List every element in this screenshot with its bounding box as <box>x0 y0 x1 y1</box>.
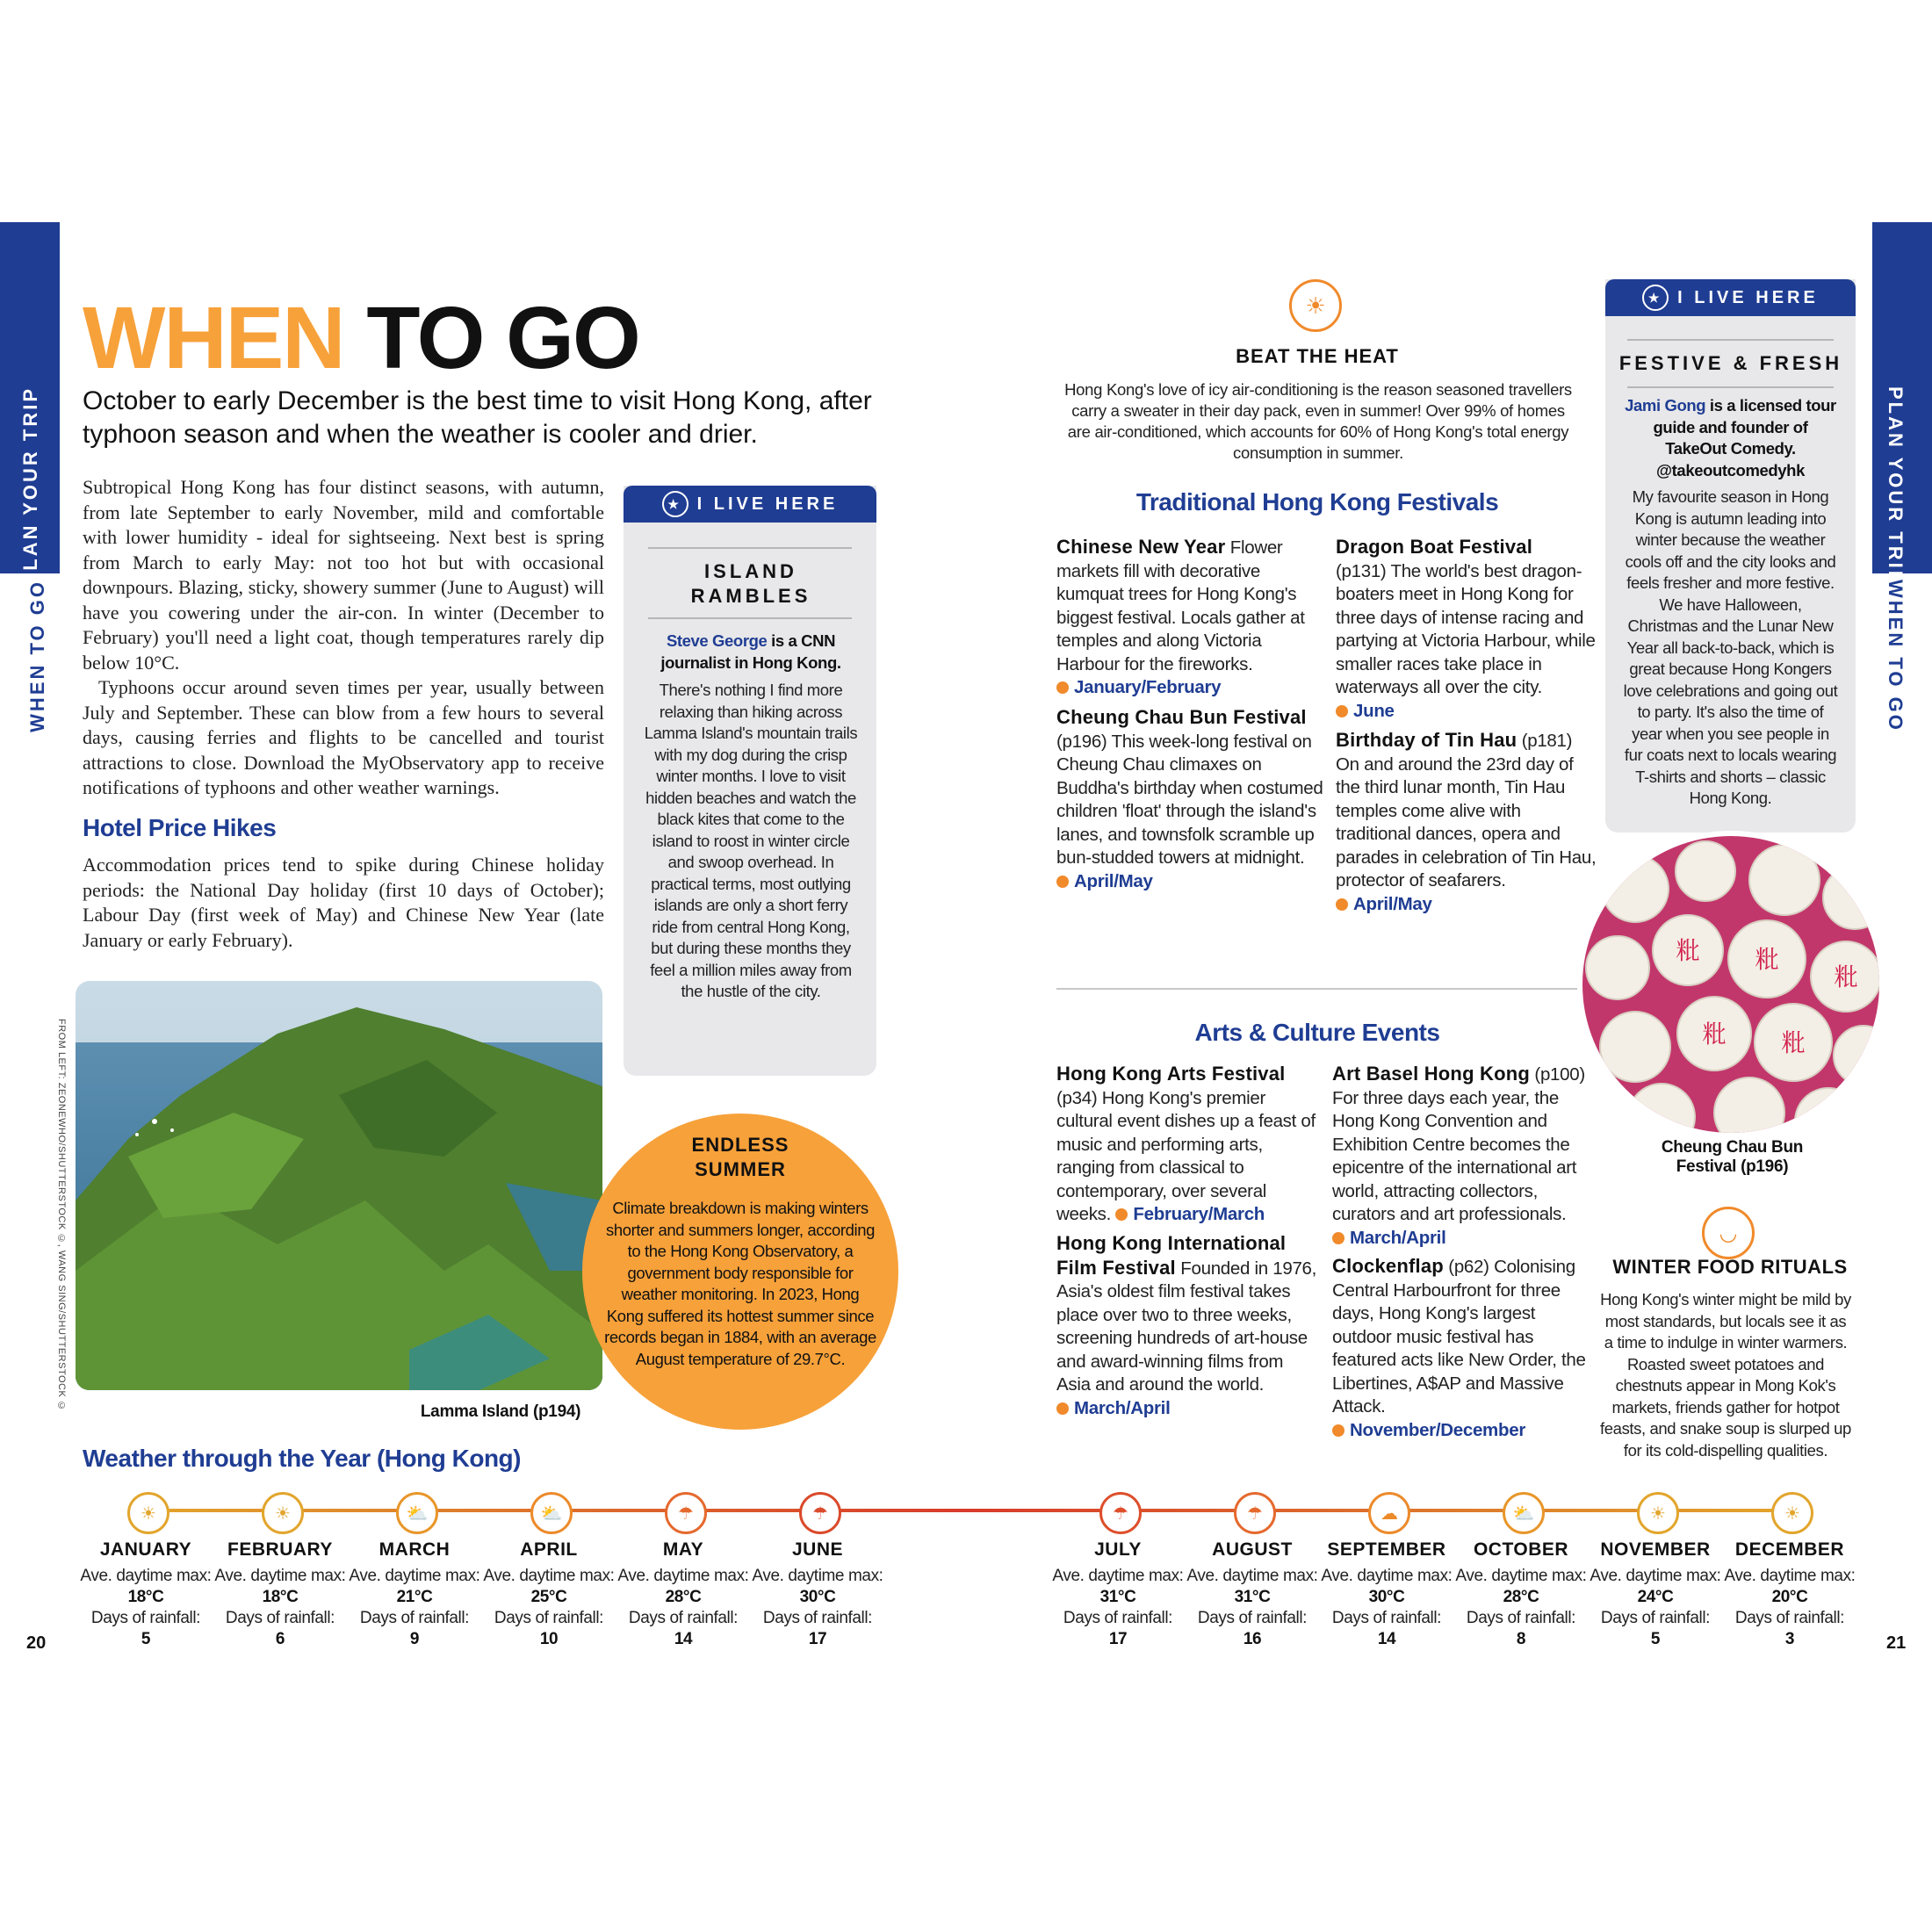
event-name: Art Basel Hong Kong <box>1332 1063 1531 1085</box>
event-when-text: March/April <box>1074 1397 1171 1418</box>
month-name: JUNE <box>791 1539 844 1560</box>
beat-heat-text: Hong Kong's love of icy air-conditioning is the reason seasoned travellers carry a sweater in their day pack, even in summer! Over 99% of homes are air-conditioned, which accounts for 60% of Hong Kong's total energy consumption in summer. <box>1064 380 1572 462</box>
temp-label: Ave. daytime max: <box>1052 1567 1184 1585</box>
clock-icon <box>1332 1424 1344 1437</box>
temp-value: 25°C <box>530 1588 567 1606</box>
beat-heat-title: BEAT THE HEAT <box>1236 345 1399 367</box>
event-text: Colonising Central Harbourfront for three days, Hong Kong's largest outdoor music festival has featured acts like New Order, the Libertines, A$AP and Massive Attack. <box>1332 1257 1586 1417</box>
weather-heading: Weather through the Year (Hong Kong) <box>83 1445 521 1472</box>
rain-label: Days of rainfall: <box>1197 1609 1308 1627</box>
rain-value: 14 <box>1377 1630 1396 1648</box>
live-here-header-2 <box>1605 279 1856 316</box>
festival-when-text: January/February <box>1074 677 1222 697</box>
event-text: For three days each year, the Hong Kong Convention and Exhibition Centre becomes the epicentre of the international art world, attracting collectors, curators and art professionals. <box>1332 1087 1577 1224</box>
title-to-go: TO GO <box>366 289 639 387</box>
temp-value: 28°C <box>1503 1588 1539 1606</box>
temp-label: Ave. daytime max: <box>1321 1567 1453 1585</box>
festival-when <box>1336 700 1599 724</box>
month-name: AUGUST <box>1212 1539 1293 1560</box>
rain-label: Days of rainfall: <box>1063 1609 1173 1627</box>
weather-month-september <box>1321 1539 1453 1650</box>
month-name: JANUARY <box>99 1539 192 1560</box>
intro-paragraph-1: Subtropical Hong Kong has four distinct seasons, with autumn, from late September to early November, mild and comfortable with lower humidity - ideal for sightseeing. Next best is spring from March to early May: not too hot but with occasional downpours. Blazing, sticky, showery summer (June to August) will have you cowering under the air-con. In winter (December to February) you'll need a light coat, though temperatures rarely dip below 10°C. <box>83 476 604 674</box>
lamma-caption: Lamma Island (p194) <box>420 1402 581 1421</box>
festival-tin-hau <box>1336 729 1599 916</box>
page-number-right: 21 <box>1886 1633 1907 1653</box>
right-tab-plan-label: PLAN YOUR TRIP <box>1885 386 1907 587</box>
rain-icon: ☂ <box>1234 1492 1276 1534</box>
festival-when-text: April/May <box>1074 870 1153 891</box>
bun-caption: Cheung Chau Bun Festival (p196) <box>1661 1138 1804 1176</box>
festival-name: Chinese New Year <box>1056 536 1226 558</box>
rain-value: 14 <box>674 1630 693 1648</box>
person-badge-icon: ★ <box>662 491 688 517</box>
rain-label: Days of rainfall: <box>1600 1609 1711 1627</box>
temp-label: Ave. daytime max: <box>80 1567 212 1585</box>
temp-value: 18°C <box>262 1588 299 1606</box>
festival-text: Flower markets fill with decorative kumquat trees for Hong Kong's biggest festival. Locals gather at temples and along Victoria Harbour for the fireworks. <box>1056 537 1305 674</box>
rain-value: 5 <box>141 1630 151 1648</box>
sun-icon: ☀ <box>127 1492 169 1534</box>
page-number-left: 20 <box>26 1633 47 1653</box>
temp-label: Ave. daytime max: <box>1590 1567 1721 1585</box>
arts-film-festival <box>1056 1232 1320 1420</box>
box-divider-top <box>1627 339 1834 341</box>
island-rambles-title: ISLAND RAMBLES <box>690 560 811 607</box>
photo-credit: FROM LEFT: ZEONEWHO/SHUTTERSTOCK ©, WANG SING/SHUTTERSTOCK © <box>56 1019 67 1412</box>
page-title <box>83 289 639 387</box>
sun-icon: ☀ <box>262 1492 304 1534</box>
rain-value: 6 <box>275 1630 285 1648</box>
rain-label: Days of rainfall: <box>1734 1609 1845 1627</box>
clock-icon <box>1056 1402 1069 1415</box>
festival-when <box>1056 676 1320 700</box>
festivals-heading: Traditional Hong Kong Festivals <box>1135 488 1499 515</box>
festival-ref: (p181) <box>1517 731 1573 751</box>
lead-paragraph: October to early December is the best time to visit Hong Kong, after typhoon season and when the weather is cooler and drier. <box>83 386 872 449</box>
festival-text: On and around the 23rd day of the third lunar month, Tin Hau temples come alive with traditional dances, opera and parades in celebration of Tin Hau, protector of seafarers. <box>1336 753 1597 890</box>
box-divider-bottom <box>1627 386 1834 388</box>
bun-festival-photo <box>1577 831 1885 1138</box>
endless-summer-text: Climate breakdown is making winters shorter and summers longer, according to the Hong Kong Observatory, a government body responsible for weather monitoring. In 2023, Hong Kong suffered its hottest summer since records began in 1884, with an average August temperature of 29.7°C. <box>604 1199 876 1368</box>
live-here-label-2: I LIVE HERE <box>1677 287 1819 307</box>
intro-text <box>83 475 604 801</box>
month-name: MARCH <box>378 1539 451 1560</box>
event-when-text: March/April <box>1350 1227 1446 1248</box>
rain-label: Days of rainfall: <box>762 1609 873 1627</box>
bowl-icon: ◡ <box>1702 1207 1755 1259</box>
festival-text: (p196) This week-long festival on Cheung Chau climaxes on Buddha's birthday when costumed children 'float' through the island's lanes, and townsfolk scramble up bun-studded towers at midnight. <box>1056 731 1323 868</box>
left-tab-when-label: WHEN TO GO <box>26 580 48 732</box>
rain-label: Days of rainfall: <box>628 1609 739 1627</box>
svg-text:粃: 粃 <box>1701 1020 1727 1049</box>
month-name: NOVEMBER <box>1600 1539 1711 1560</box>
temp-label: Ave. daytime max: <box>483 1567 615 1585</box>
rain-value: 3 <box>1784 1630 1795 1648</box>
rain-value: 10 <box>539 1630 559 1648</box>
box-divider-top <box>648 547 852 549</box>
hotel-heading: Hotel Price Hikes <box>83 814 277 841</box>
rain-value: 9 <box>409 1630 420 1648</box>
temp-label: Ave. daytime max: <box>214 1567 346 1585</box>
event-name: Hong Kong Arts Festival <box>1056 1063 1286 1085</box>
event-name: Clockenflap <box>1332 1255 1444 1277</box>
live-here-header-1 <box>624 486 876 523</box>
clock-icon <box>1336 898 1348 911</box>
festival-dragon-boat <box>1336 536 1599 723</box>
clock-icon <box>1056 681 1069 694</box>
rain-label: Days of rainfall: <box>225 1609 335 1627</box>
bun-tower-image <box>1582 836 1885 1138</box>
festival-when-text: April/May <box>1353 893 1432 914</box>
weather-month-january <box>80 1539 212 1650</box>
weather-month-april <box>483 1539 615 1650</box>
live-here-label-1: I LIVE HERE <box>696 494 839 514</box>
cloud-sun-icon: ⛅ <box>530 1492 573 1534</box>
intro-paragraph-2: Typhoons occur around seven times per year, usually between July and September. These can blow from a few hours to several days, causing ferries and flights to be cancelled and tourist attractions to close. Download the MyObservatory app to receive notifications of typhoons and other weather warnings. <box>83 676 604 798</box>
month-name: APRIL <box>520 1539 578 1560</box>
arts-hk-arts-festival <box>1056 1063 1320 1227</box>
temp-label: Ave. daytime max: <box>752 1567 883 1585</box>
hotel-text: Accommodation prices tend to spike during Chinese holiday periods: the National Day holiday (first 10 days of October); Labour Day (first week of May) and Chinese New Year (late January or early February). <box>83 854 604 951</box>
temp-label: Ave. daytime max: <box>1455 1567 1587 1585</box>
svg-text:粃: 粃 <box>1754 945 1780 974</box>
event-text: (p34) Hong Kong's premier cultural event dishes up a feast of music and performing arts, ranging from classical to contemporary, over several weeks. <box>1056 1087 1316 1224</box>
temp-label: Ave. daytime max: <box>1724 1567 1856 1585</box>
weather-month-july <box>1052 1539 1184 1650</box>
month-name: FEBRUARY <box>227 1539 333 1560</box>
lamma-landscape-image <box>76 981 602 1390</box>
person-name: Steve George <box>666 631 768 650</box>
month-name: SEPTEMBER <box>1327 1539 1446 1560</box>
rain-value: 16 <box>1243 1630 1262 1648</box>
person-badge-icon: ★ <box>1642 285 1669 311</box>
temp-label: Ave. daytime max: <box>617 1567 749 1585</box>
festival-name: Dragon Boat Festival <box>1336 536 1533 558</box>
live-here-text-2: My favourite season in Hong Kong is autumn leading into winter because the weather cools off and the city looks and feels fresher and more festive. We have Halloween, Christmas and the Lunar New Year all back-to-back, which is great because Hong Kongers love celebrations and going out to party. It's also the time of year when you see people in fur coats next to locals wearing T-shirts and shorts – classic Hong Kong. <box>1623 487 1838 807</box>
event-when-text: February/March <box>1133 1204 1265 1224</box>
weather-month-june <box>752 1539 883 1650</box>
temp-value: 21°C <box>396 1588 433 1606</box>
temp-value: 30°C <box>799 1588 836 1606</box>
festival-text: (p131) The world's best dragon-boaters meet in Hong Kong for three days of intense racing and partying at Victoria Harbour, while smaller races take place in waterways all over the city. <box>1336 560 1596 697</box>
temp-value: 24°C <box>1637 1588 1674 1606</box>
live-here-byline-1 <box>641 631 861 674</box>
rain-icon: ☂ <box>1099 1492 1142 1534</box>
month-name: OCTOBER <box>1473 1539 1569 1560</box>
right-tab-when-label: WHEN TO GO <box>1885 580 1907 732</box>
temp-value: 30°C <box>1368 1588 1405 1606</box>
arts-art-basel <box>1332 1063 1587 1250</box>
month-name: MAY <box>662 1539 704 1560</box>
event-when <box>1332 1419 1587 1443</box>
temp-value: 31°C <box>1234 1588 1271 1606</box>
event-ref: (p62) <box>1443 1257 1489 1277</box>
rain-label: Days of rainfall: <box>359 1609 470 1627</box>
event-when-text: November/December <box>1350 1419 1525 1440</box>
rain-value: 8 <box>1516 1630 1526 1648</box>
person-role: is a CNN journalist in Hong Kong. <box>660 631 841 672</box>
weather-month-november <box>1590 1539 1721 1650</box>
rain-value: 17 <box>1108 1630 1128 1648</box>
weather-month-august <box>1186 1539 1318 1650</box>
clock-icon <box>1336 705 1348 717</box>
temp-value: 20°C <box>1771 1588 1808 1606</box>
event-when <box>1111 1204 1265 1224</box>
sun-icon: ☀ <box>1771 1492 1813 1534</box>
svg-text:粃: 粃 <box>1675 936 1701 965</box>
rain-label: Days of rainfall: <box>90 1609 201 1627</box>
lamma-island-photo <box>76 981 602 1390</box>
rain-label: Days of rainfall: <box>494 1609 604 1627</box>
temp-label: Ave. daytime max: <box>349 1567 480 1585</box>
festival-chinese-new-year <box>1056 536 1320 700</box>
cloud-sun-icon: ⛅ <box>1503 1492 1545 1534</box>
event-text: Founded in 1976, Asia's oldest film festival takes place over two to three weeks, screening hundreds of art-house and award-winning films from Asia and around the world. <box>1056 1258 1317 1395</box>
month-name: JULY <box>1094 1539 1142 1560</box>
festival-name: Cheung Chau Bun Festival <box>1056 706 1307 728</box>
endless-summer-title: ENDLESS SUMMER <box>691 1134 789 1180</box>
live-here-text-1: There's nothing I find more relaxing than hiking across Lamma Island's mountain trails with my dog during the crisp winter months. I love to visit hidden beaches and watch the black kites that come to the island to roost in winter circle and swoop overhead. In practical terms, most outlying islands are only a short ferry ride from central Hong Kong, but during these months they feel a million miles away from the hustle of the city. <box>644 681 858 1000</box>
festive-fresh-title: FESTIVE & FRESH <box>1618 352 1843 374</box>
cloud-sun-icon: ⛅ <box>396 1492 438 1534</box>
winter-food-text: Hong Kong's winter might be mild by most standards, but locals see it as a time to indulge in winter warmers. Roasted sweet potatoes and chestnuts appear in Mong Kok's markets, friends gather for hotpot feasts, and snake soup is slurped up for its cold-dispelling qualities. <box>1600 1290 1851 1460</box>
arts-clockenflap <box>1332 1255 1587 1442</box>
clock-icon <box>1056 876 1069 888</box>
temp-label: Ave. daytime max: <box>1186 1567 1318 1585</box>
sun-icon: ☀ <box>1289 279 1342 332</box>
section-divider <box>1056 988 1583 990</box>
temp-value: 18°C <box>127 1588 164 1606</box>
festival-when-text: June <box>1353 700 1395 721</box>
title-when: WHEN <box>83 289 344 387</box>
cloud-rain-icon: ☁ <box>1368 1492 1410 1534</box>
person-name: Jami Gong <box>1625 396 1706 415</box>
weather-month-march <box>349 1539 480 1650</box>
weather-month-may <box>617 1539 749 1650</box>
rain-icon: ☂ <box>799 1492 841 1534</box>
person-role: is a licensed tour guide and founder of TakeOut Comedy. @takeoutcomedyhk <box>1653 396 1836 479</box>
box-divider-bottom <box>648 617 852 619</box>
event-when <box>1056 1397 1320 1421</box>
temp-value: 28°C <box>665 1588 702 1606</box>
svg-text:粃: 粃 <box>1780 1028 1806 1057</box>
winter-food-title: WINTER FOOD RITUALS <box>1612 1256 1848 1278</box>
temp-value: 31°C <box>1099 1588 1136 1606</box>
festival-name: Birthday of Tin Hau <box>1336 729 1517 751</box>
rain-label: Days of rainfall: <box>1466 1609 1576 1627</box>
weather-month-february <box>214 1539 346 1650</box>
clock-icon <box>1332 1232 1344 1244</box>
festival-when <box>1336 893 1599 917</box>
left-tab-plan-label: PLAN YOUR TRIP <box>19 386 41 587</box>
event-when <box>1332 1227 1587 1251</box>
festival-cheung-chau <box>1056 706 1329 893</box>
live-here-byline-2 <box>1623 395 1838 481</box>
weather-month-october <box>1455 1539 1587 1650</box>
festival-when <box>1056 870 1329 894</box>
sun-icon: ☀ <box>1637 1492 1679 1534</box>
rain-value: 17 <box>808 1630 827 1648</box>
clock-icon <box>1115 1208 1128 1221</box>
weather-month-december <box>1724 1539 1856 1650</box>
event-ref: (p100) <box>1530 1064 1585 1085</box>
rain-value: 5 <box>1650 1630 1661 1648</box>
month-name: DECEMBER <box>1734 1539 1845 1560</box>
rain-icon: ☂ <box>665 1492 707 1534</box>
svg-text:粃: 粃 <box>1833 962 1859 991</box>
arts-heading: Arts & Culture Events <box>1194 1019 1440 1046</box>
rain-label: Days of rainfall: <box>1331 1609 1442 1627</box>
event-name: Hong Kong International Film Festival <box>1056 1232 1287 1279</box>
